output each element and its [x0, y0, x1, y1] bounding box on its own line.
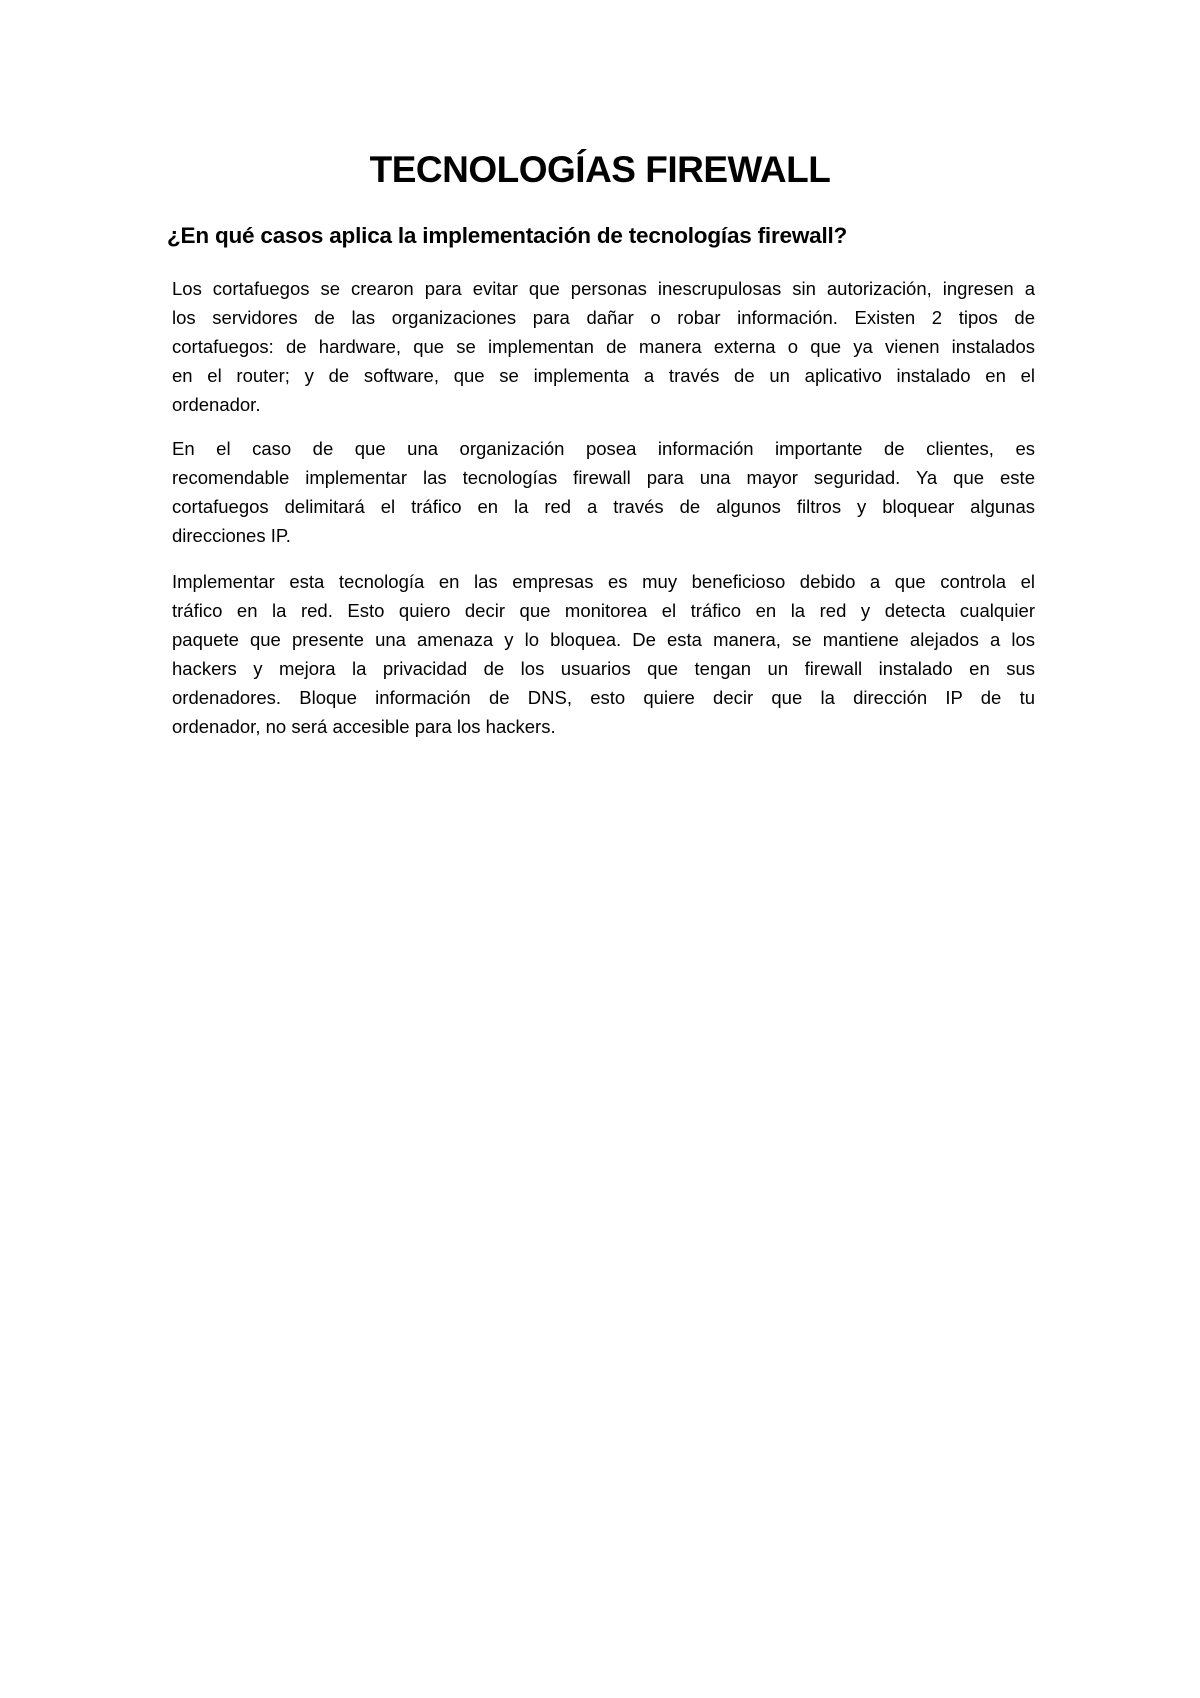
paragraph-line: tráfico en la red. Esto quiero decir que monitorea el tráfico en la red y detecta cualquier	[172, 600, 1035, 621]
paragraph-business-benefits	[172, 567, 1035, 741]
paragraph-line: Implementar esta tecnología en las empresas es muy beneficioso debido a que controla el	[172, 571, 1035, 592]
paragraph-line: recomendable implementar las tecnologías firewall para una mayor seguridad. Ya que este	[172, 467, 1035, 488]
paragraph-line: ordenador.	[172, 394, 261, 415]
paragraph-line: direcciones IP.	[172, 525, 291, 546]
paragraph-line: en el router; y de software, que se implementa a través de un aplicativo instalado en el	[172, 365, 1035, 386]
paragraph-line: ordenadores. Bloque información de DNS, esto quiere decir que la dirección IP de tu	[172, 687, 1035, 708]
paragraph-firewall-definition	[172, 274, 1035, 419]
paragraph-line: cortafuegos: de hardware, que se implementan de manera externa o que ya vienen instalados	[172, 336, 1035, 357]
document-title: TECNOLOGÍAS FIREWALL	[369, 149, 831, 190]
paragraph-line: paquete que presente una amenaza y lo bloquea. De esta manera, se mantiene alejados a los	[172, 629, 1035, 650]
paragraph-line: Los cortafuegos se crearon para evitar que personas inescrupulosas sin autorización, ingresen a	[172, 278, 1035, 299]
paragraph-line: En el caso de que una organización posea información importante de clientes, es	[172, 438, 1035, 459]
paragraph-line: cortafuegos delimitará el tráfico en la red a través de algunos filtros y bloquear algunas	[172, 496, 1035, 517]
paragraph-line: ordenador, no será accesible para los hackers.	[172, 716, 556, 737]
paragraph-line: hackers y mejora la privacidad de los usuarios que tengan un firewall instalado en sus	[172, 658, 1035, 679]
paragraph-organization-case	[172, 434, 1035, 550]
paragraph-line: los servidores de las organizaciones para dañar o robar información. Existen 2 tipos de	[172, 307, 1035, 328]
section-question-heading: ¿En qué casos aplica la implementación de tecnologías firewall?	[167, 223, 848, 248]
